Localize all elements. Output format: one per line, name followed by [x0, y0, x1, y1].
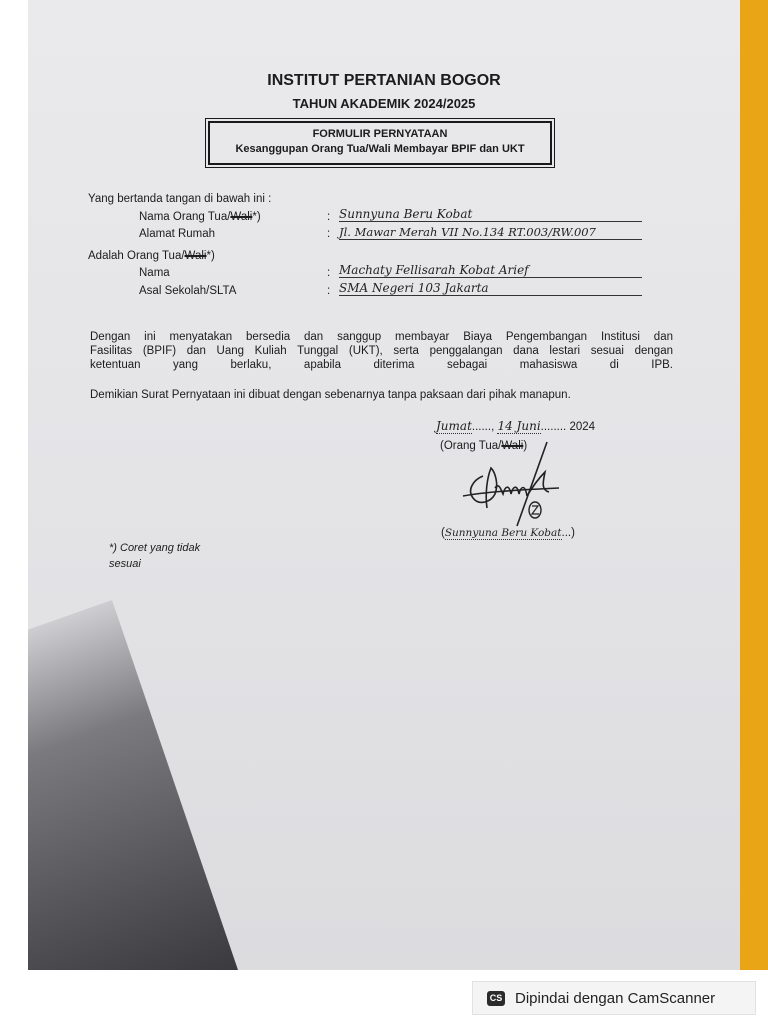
- signature-role-prefix: (Orang Tua/: [440, 440, 502, 452]
- statement-line-2: Fasilitas (BPIF) dan Uang Kuliah Tunggal (UKT), serta penggalangan dana lestari sesuai dengan: [90, 345, 673, 357]
- camscanner-text: Dipindai dengan CamScanner: [515, 989, 716, 1007]
- signature-role-suffix: ): [523, 440, 528, 452]
- address-label: Alamat Rumah: [139, 228, 216, 240]
- statement-line-1: Dengan ini menyatakan bersedia dan sanggup membayar Biaya Pengembangan Institusi dan: [90, 331, 673, 343]
- signature-date-line: Jumat......, 14 Juni........ 2024: [436, 419, 596, 433]
- parent-name-value: Sunnyuna Beru Kobat: [339, 207, 642, 222]
- address-value: Jl. Mawar Merah VII No.134 RT.003/RW.007: [339, 225, 642, 240]
- colon: :: [327, 211, 331, 223]
- section1-intro: Yang bertanda tangan di bawah ini :: [88, 193, 272, 205]
- footnote-line-1: *) Coret yang tidak: [109, 542, 201, 554]
- parent-name-label-prefix: Nama Orang Tua/: [139, 211, 231, 223]
- section2-intro-suffix: *): [206, 250, 215, 262]
- colon: :: [327, 267, 331, 279]
- signer-name: Sunnyuna Beru Kobat: [444, 527, 562, 539]
- student-name-value: Machaty Fellisarah Kobat Arief: [339, 263, 642, 278]
- section2-intro: [88, 250, 215, 262]
- signature-role-strike: Wali: [501, 440, 524, 452]
- section2-intro-strike: Wali: [184, 250, 207, 262]
- form-title-box: [208, 121, 552, 165]
- colon: :: [327, 228, 331, 240]
- student-name-label: Nama: [139, 267, 170, 279]
- signer-name-line: (Sunnyuna Beru Kobat...): [441, 527, 575, 539]
- section2-intro-prefix: Adalah Orang Tua/: [88, 250, 185, 262]
- school-value: SMA Negeri 103 Jakarta: [339, 281, 642, 296]
- closing-sentence: Demikian Surat Pernyataan ini dibuat dengan sebenarnya tanpa paksaan dari pihak manapun.: [90, 389, 571, 401]
- school-label: Asal Sekolah/SLTA: [139, 285, 237, 297]
- parent-name-label-suffix: *): [252, 211, 261, 223]
- footnote-line-2: sesuai: [109, 558, 141, 570]
- colon: :: [327, 285, 331, 297]
- signature-day: Jumat: [436, 419, 472, 433]
- handwritten-signature: [455, 438, 575, 528]
- parent-name-label-strike: Wali: [230, 211, 253, 223]
- form-title: FORMULIR PERNYATAAN: [312, 128, 448, 140]
- signature-year: 2024: [569, 421, 596, 433]
- statement-line-3: ketentuan yang berlaku, apabila diterima sebagai mahasiswa di IPB.: [90, 359, 673, 371]
- parent-name-label: [139, 211, 261, 223]
- form-subtitle: Kesanggupan Orang Tua/Wali Membayar BPIF dan UKT: [235, 143, 525, 155]
- signature-date: 14 Juni: [497, 419, 541, 433]
- camscanner-badge: [472, 981, 756, 1015]
- institution-title: INSTITUT PERTANIAN BOGOR: [267, 72, 501, 89]
- academic-year: TAHUN AKADEMIK 2024/2025: [292, 96, 476, 111]
- camscanner-icon: CS: [487, 991, 505, 1006]
